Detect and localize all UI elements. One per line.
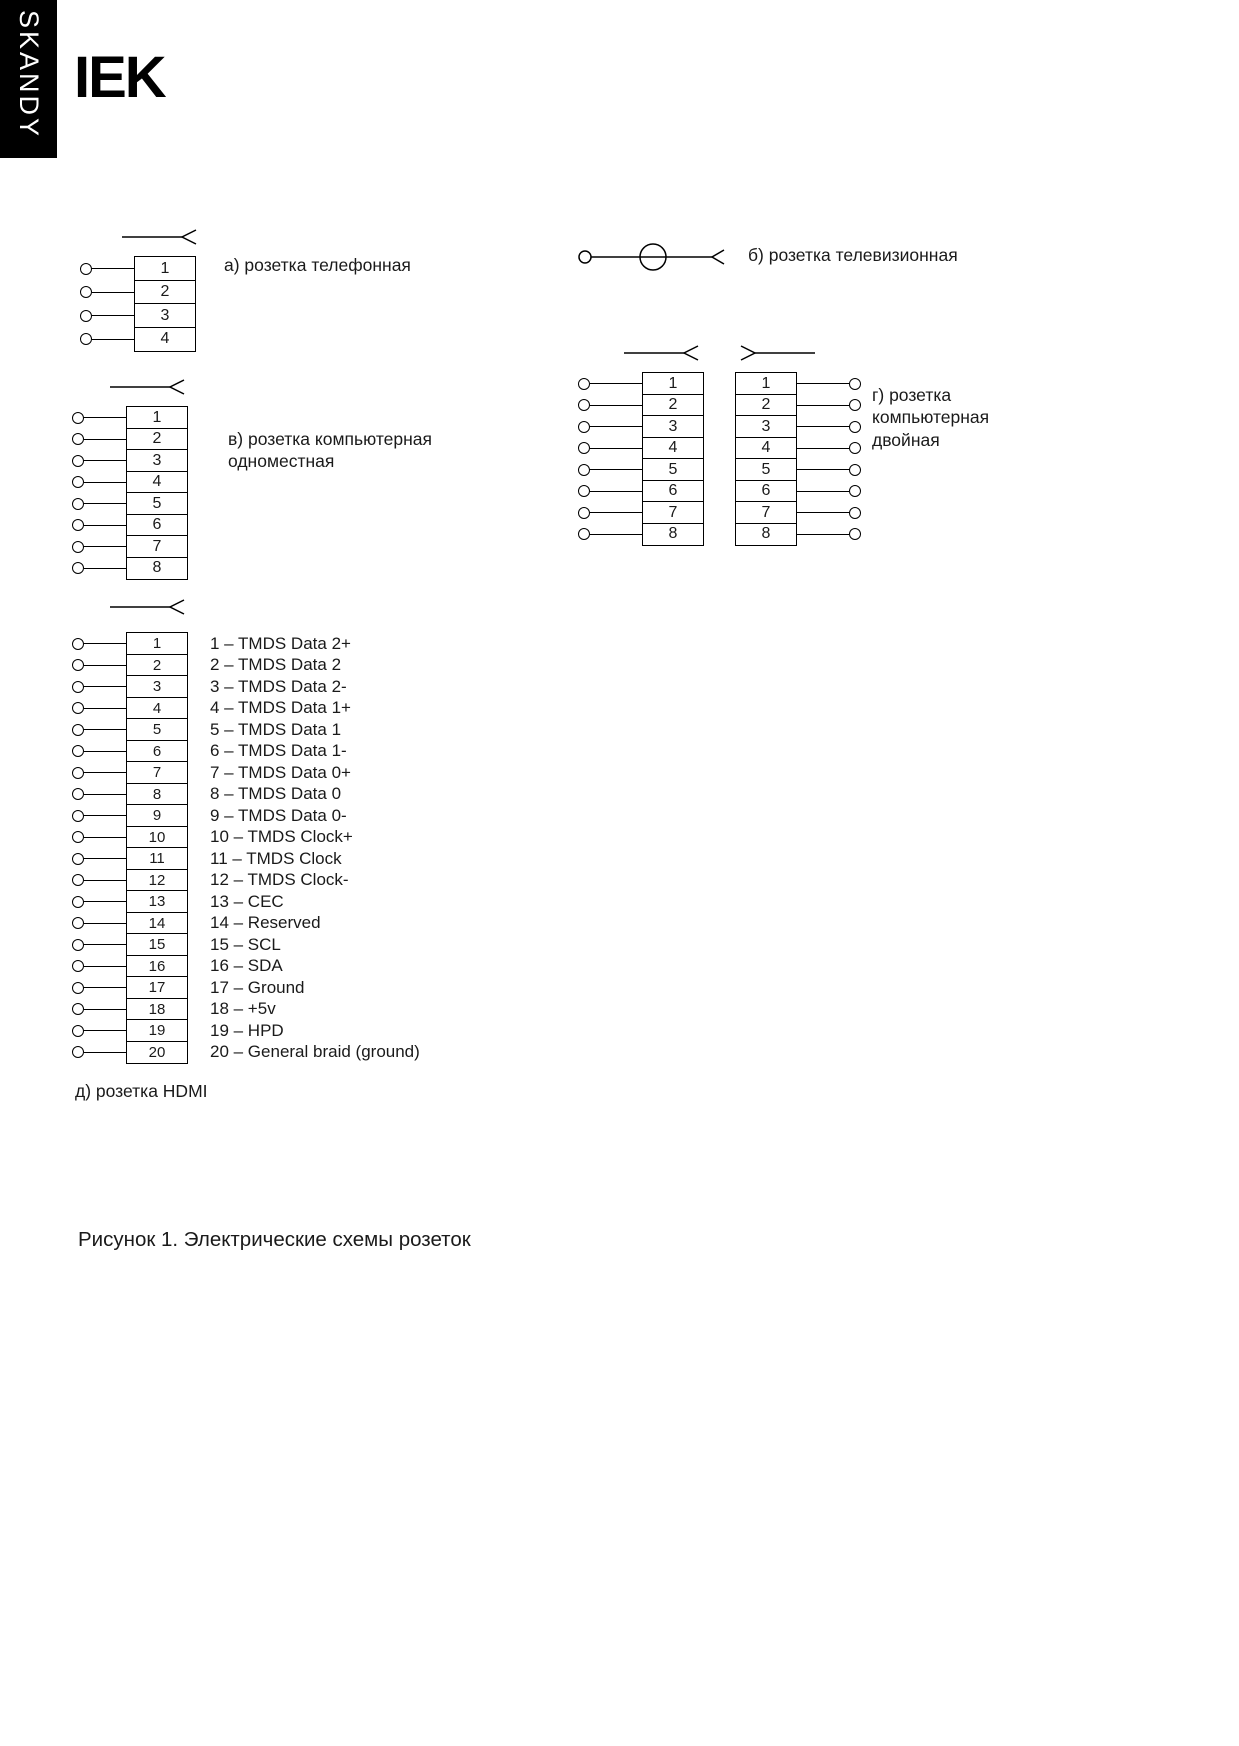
pin-row	[72, 761, 188, 784]
brand-sidebar	[0, 0, 57, 158]
terminal-circle	[849, 528, 861, 540]
wire-line	[84, 880, 126, 881]
pin-row	[72, 697, 188, 720]
pin-row	[72, 535, 188, 558]
pin-number-box: 5	[126, 718, 188, 741]
terminal-circle	[72, 896, 84, 908]
pin-row	[72, 976, 188, 999]
pin-row	[72, 675, 188, 698]
pin-row	[578, 437, 704, 460]
pin-row	[578, 372, 704, 395]
hdmi-connector	[72, 632, 188, 1064]
pin-row	[80, 303, 196, 328]
pin-number-box: 19	[126, 1019, 188, 1042]
pin-number-box: 7	[642, 501, 704, 524]
pin-row	[72, 1041, 188, 1064]
pin-number-box: 6	[735, 480, 797, 503]
wire-line	[590, 512, 642, 513]
figure-caption: Рисунок 1. Электрические схемы розеток	[78, 1228, 471, 1251]
pin-row	[80, 256, 196, 281]
computer-double-label: г) розетка компьютерная двойная	[872, 385, 990, 450]
pin-number-box: 3	[126, 675, 188, 698]
wire-line	[797, 469, 849, 470]
pin-row	[735, 458, 861, 481]
terminal-circle	[72, 412, 84, 424]
hdmi-pin-descriptions	[210, 633, 420, 1063]
pin-row	[80, 327, 196, 352]
wire-line	[84, 1030, 126, 1031]
wire-line	[590, 534, 642, 535]
computer-double-right-connector	[735, 372, 861, 546]
wire-line	[84, 460, 126, 461]
hdmi-pin-description: 10 – TMDS Clock+	[210, 827, 353, 847]
jack-plug-icon	[108, 598, 192, 616]
wire-line	[84, 568, 126, 569]
hdmi-pin-description: 19 – HPD	[210, 1020, 284, 1040]
wire-line	[797, 491, 849, 492]
pin-row	[735, 372, 861, 395]
wire-line	[84, 729, 126, 730]
wire-line	[84, 546, 126, 547]
pin-number-box: 10	[126, 826, 188, 849]
terminal-circle	[72, 433, 84, 445]
pin-row	[72, 804, 188, 827]
series-name: SKANDY	[14, 10, 44, 140]
wire-line	[84, 772, 126, 773]
wire-line	[84, 1009, 126, 1010]
pin-number-box: 3	[134, 303, 196, 328]
pin-row	[72, 933, 188, 956]
pin-row	[72, 740, 188, 763]
terminal-circle	[849, 399, 861, 411]
wire-line	[84, 686, 126, 687]
wire-line	[84, 901, 126, 902]
hdmi-pin-description: 11 – TMDS Clock	[210, 848, 342, 868]
pin-row	[72, 406, 188, 429]
pin-row	[578, 394, 704, 417]
pin-number-box: 11	[126, 847, 188, 870]
pin-number-box: 1	[642, 372, 704, 395]
terminal-circle	[849, 507, 861, 519]
wire-line	[590, 383, 642, 384]
terminal-circle	[849, 421, 861, 433]
wire-line	[84, 643, 126, 644]
terminal-circle	[72, 702, 84, 714]
hdmi-pin-description: 5 – TMDS Data 1	[210, 719, 342, 739]
terminal-circle	[72, 519, 84, 531]
pin-number-box: 12	[126, 869, 188, 892]
pin-number-box: 5	[642, 458, 704, 481]
terminal-circle	[72, 960, 84, 972]
telephone-socket-connector	[80, 256, 196, 352]
pin-number-box: 8	[642, 523, 704, 546]
terminal-circle	[849, 464, 861, 476]
pin-number-box: 14	[126, 912, 188, 935]
wire-line	[84, 439, 126, 440]
pin-number-box: 8	[126, 783, 188, 806]
jack-plug-icon	[120, 228, 204, 246]
pin-row	[72, 890, 188, 913]
wire-line	[84, 751, 126, 752]
wire-line	[84, 794, 126, 795]
pin-row	[72, 471, 188, 494]
wire-line	[797, 534, 849, 535]
terminal-circle	[72, 476, 84, 488]
pin-number-box: 7	[126, 535, 188, 558]
wire-line	[797, 448, 849, 449]
terminal-circle	[578, 399, 590, 411]
pin-number-box: 1	[134, 256, 196, 281]
wire-line	[590, 491, 642, 492]
terminal-circle	[80, 333, 92, 345]
terminal-circle	[72, 917, 84, 929]
wire-line	[84, 944, 126, 945]
pin-row	[578, 458, 704, 481]
wire-line	[84, 708, 126, 709]
terminal-circle	[578, 442, 590, 454]
terminal-circle	[849, 378, 861, 390]
hdmi-pin-description: 15 – SCL	[210, 934, 281, 954]
pin-number-box: 2	[126, 428, 188, 451]
terminal-circle	[72, 810, 84, 822]
pin-row	[72, 449, 188, 472]
pin-row	[72, 869, 188, 892]
pin-row	[72, 557, 188, 580]
pin-row	[72, 912, 188, 935]
pin-number-box: 5	[735, 458, 797, 481]
jack-plug-icon	[108, 378, 192, 396]
pin-number-box: 4	[126, 471, 188, 494]
pin-number-box: 4	[126, 697, 188, 720]
wire-line	[84, 966, 126, 967]
pin-row	[735, 394, 861, 417]
pin-number-box: 18	[126, 998, 188, 1021]
terminal-circle	[72, 767, 84, 779]
pin-row	[578, 501, 704, 524]
pin-row	[80, 280, 196, 305]
pin-number-box: 15	[126, 933, 188, 956]
computer-single-connector	[72, 406, 188, 580]
wire-line	[590, 448, 642, 449]
pin-number-box: 2	[642, 394, 704, 417]
terminal-circle	[72, 853, 84, 865]
hdmi-pin-description: 17 – Ground	[210, 977, 305, 997]
pin-number-box: 1	[126, 406, 188, 429]
pin-row	[735, 415, 861, 438]
pin-row	[72, 847, 188, 870]
wire-line	[84, 858, 126, 859]
terminal-circle	[72, 681, 84, 693]
pin-number-box: 4	[642, 437, 704, 460]
pin-number-box: 2	[735, 394, 797, 417]
pin-row	[72, 998, 188, 1021]
pin-row	[72, 492, 188, 515]
pin-number-box: 1	[126, 632, 188, 655]
terminal-circle	[72, 982, 84, 994]
pin-number-box: 8	[126, 557, 188, 580]
wire-line	[92, 339, 134, 340]
terminal-circle	[80, 310, 92, 322]
terminal-circle	[578, 528, 590, 540]
pin-number-box: 7	[126, 761, 188, 784]
pin-row	[72, 632, 188, 655]
wire-line	[84, 837, 126, 838]
pin-number-box: 6	[642, 480, 704, 503]
hdmi-pin-description: 13 – CEC	[210, 891, 284, 911]
terminal-circle	[578, 507, 590, 519]
pin-row	[578, 415, 704, 438]
terminal-circle	[72, 562, 84, 574]
wire-line	[92, 315, 134, 316]
hdmi-pin-description: 18 – +5v	[210, 999, 276, 1019]
wire-line	[590, 426, 642, 427]
pin-number-box: 3	[642, 415, 704, 438]
terminal-circle	[578, 421, 590, 433]
hdmi-pin-description: 7 – TMDS Data 0+	[210, 762, 351, 782]
pin-row	[72, 428, 188, 451]
wire-line	[797, 512, 849, 513]
wire-line	[84, 417, 126, 418]
wire-line	[84, 1052, 126, 1053]
pin-number-box: 3	[735, 415, 797, 438]
computer-double-left-connector	[578, 372, 704, 546]
pin-row	[735, 501, 861, 524]
terminal-circle	[849, 485, 861, 497]
tv-socket-label: б) розетка телевизионная	[748, 245, 958, 265]
pin-number-box: 6	[126, 514, 188, 537]
jack-plug-icon-mirrored	[733, 344, 817, 362]
wire-line	[84, 815, 126, 816]
pin-number-box: 5	[126, 492, 188, 515]
pin-row	[735, 480, 861, 503]
hdmi-pin-description: 9 – TMDS Data 0-	[210, 805, 347, 825]
terminal-circle	[72, 638, 84, 650]
terminal-circle	[72, 874, 84, 886]
pin-number-box: 8	[735, 523, 797, 546]
terminal-circle	[72, 724, 84, 736]
pin-number-box: 9	[126, 804, 188, 827]
hdmi-pin-description: 6 – TMDS Data 1-	[210, 741, 347, 761]
terminal-circle	[80, 263, 92, 275]
pin-number-box: 4	[134, 327, 196, 352]
tv-socket-symbol	[576, 242, 728, 272]
pin-number-box: 7	[735, 501, 797, 524]
telephone-socket-label: а) розетка телефонная	[224, 255, 411, 275]
terminal-circle	[80, 286, 92, 298]
jack-plug-icon	[622, 344, 706, 362]
wire-line	[590, 405, 642, 406]
terminal-circle	[72, 455, 84, 467]
terminal-circle	[72, 498, 84, 510]
terminal-circle	[72, 745, 84, 757]
hdmi-pin-description: 4 – TMDS Data 1+	[210, 698, 351, 718]
wire-line	[797, 405, 849, 406]
wire-line	[92, 292, 134, 293]
wire-line	[797, 383, 849, 384]
terminal-circle	[72, 541, 84, 553]
terminal-circle	[578, 485, 590, 497]
pin-row	[735, 437, 861, 460]
pin-row	[578, 523, 704, 546]
wire-line	[84, 503, 126, 504]
terminal-circle	[578, 378, 590, 390]
terminal-circle	[72, 831, 84, 843]
terminal-circle	[72, 659, 84, 671]
wire-line	[84, 987, 126, 988]
pin-number-box: 20	[126, 1041, 188, 1064]
wire-line	[84, 923, 126, 924]
pin-number-box: 3	[126, 449, 188, 472]
wire-line	[797, 426, 849, 427]
wire-line	[84, 482, 126, 483]
wire-line	[84, 665, 126, 666]
pin-number-box: 16	[126, 955, 188, 978]
pin-number-box: 13	[126, 890, 188, 913]
hdmi-pin-description: 14 – Reserved	[210, 913, 321, 933]
terminal-circle	[72, 939, 84, 951]
wire-line	[92, 268, 134, 269]
terminal-circle	[72, 1046, 84, 1058]
iek-logo: IEK	[74, 45, 165, 110]
pin-row	[72, 718, 188, 741]
pin-number-box: 6	[126, 740, 188, 763]
terminal-circle	[72, 1003, 84, 1015]
hdmi-pin-description: 2 – TMDS Data 2	[210, 655, 342, 675]
hdmi-pin-description: 16 – SDA	[210, 956, 283, 976]
hdmi-pin-description: 12 – TMDS Clock-	[210, 870, 349, 890]
wire-line	[84, 525, 126, 526]
computer-single-label: в) розетка компьютерная одноместная	[228, 429, 432, 472]
terminal-circle	[72, 1025, 84, 1037]
pin-row	[735, 523, 861, 546]
pin-number-box: 2	[126, 654, 188, 677]
pin-row	[72, 654, 188, 677]
wire-line	[590, 469, 642, 470]
terminal-circle	[72, 788, 84, 800]
hdmi-pin-description: 8 – TMDS Data 0	[210, 784, 342, 804]
pin-row	[72, 955, 188, 978]
pin-row	[72, 514, 188, 537]
pin-row	[72, 826, 188, 849]
pin-row	[72, 1019, 188, 1042]
terminal-circle	[578, 464, 590, 476]
hdmi-pin-description: 1 – TMDS Data 2+	[210, 633, 351, 653]
hdmi-pin-description: 20 – General braid (ground)	[210, 1042, 420, 1062]
pin-row	[578, 480, 704, 503]
terminal-circle	[849, 442, 861, 454]
pin-number-box: 1	[735, 372, 797, 395]
hdmi-pin-description: 3 – TMDS Data 2-	[210, 676, 347, 696]
pin-number-box: 2	[134, 280, 196, 305]
pin-number-box: 4	[735, 437, 797, 460]
pin-row	[72, 783, 188, 806]
pin-number-box: 17	[126, 976, 188, 999]
hdmi-label: д) розетка HDMI	[75, 1081, 208, 1101]
